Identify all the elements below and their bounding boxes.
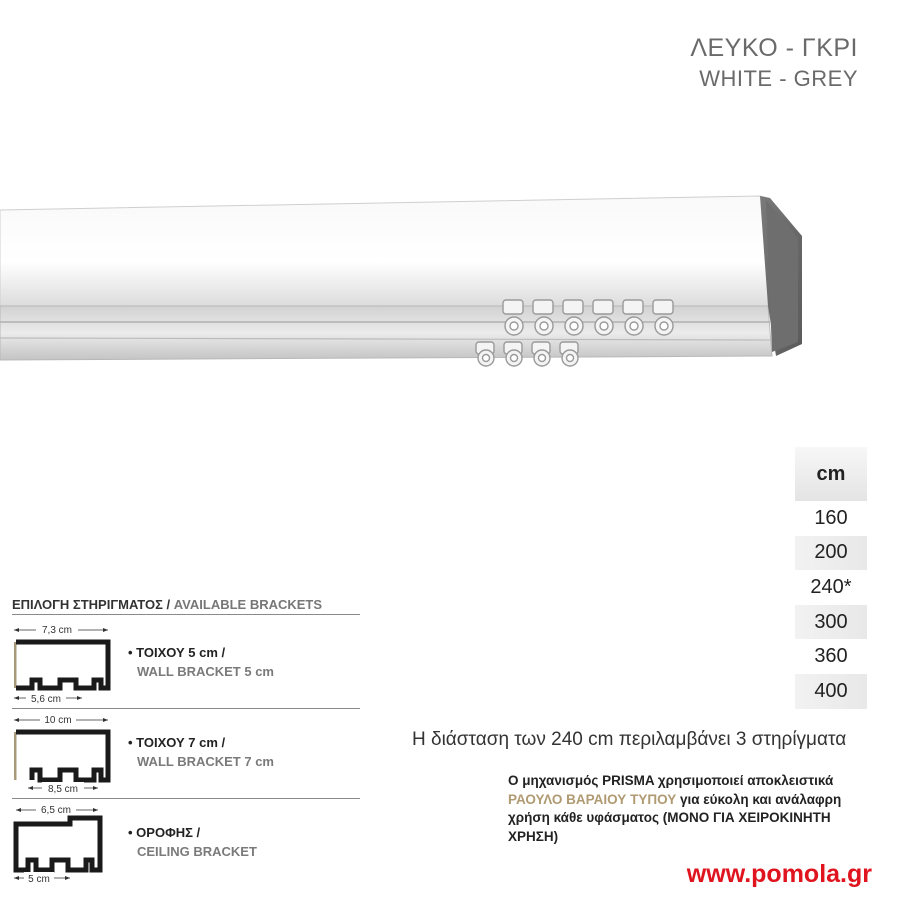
- brackets-title-english: AVAILABLE BRACKETS: [173, 597, 323, 612]
- divider: [12, 614, 360, 615]
- website-link[interactable]: www.pomola.gr: [686, 860, 872, 888]
- color-title-greek: ΛΕΥΚΟ - ΓΚΡΙ: [690, 34, 858, 62]
- wall-bracket-7cm-diagram: [10, 710, 120, 798]
- brackets-title-greek: ΕΠΙΛΟΓΗ ΣΤΗΡΙΓΜΑΤΟΣ /: [12, 597, 174, 612]
- bracket-label-ceiling: [128, 824, 257, 862]
- size-row: 400: [795, 674, 867, 709]
- dim-bottom: 5 cm: [28, 874, 50, 885]
- size-unit-header: cm: [795, 447, 867, 501]
- size-row: 360: [814, 645, 848, 668]
- bracket-label-wall-5cm: [128, 644, 274, 682]
- prisma-description: [508, 772, 878, 847]
- dim-top: 7,3 cm: [41, 625, 73, 636]
- dim-top: 10 cm: [44, 715, 72, 726]
- bracket-label-greek: • ΤΟΙΧΟΥ 5 cm /: [128, 645, 226, 660]
- curtain-rail-image: [0, 170, 900, 430]
- bracket-label-greek: • ΟΡΟΦΗΣ /: [128, 825, 201, 840]
- dim-top: 6,5 cm: [40, 805, 72, 816]
- bracket-label-english: WALL BRACKET 7 cm: [137, 753, 274, 769]
- divider: [12, 708, 360, 709]
- color-title-english: WHITE - GREY: [699, 66, 858, 91]
- size-table: [795, 447, 867, 709]
- prisma-text-1: Ο μηχανισμός PRISMA χρησιμοποιεί αποκλειστικά: [508, 773, 834, 788]
- bracket-label-greek: • ΤΟΙΧΟΥ 7 cm /: [128, 735, 226, 750]
- prisma-highlight: ΡΑΟΥΛΟ ΒΑΡΑΙΟΥ ΤΥΠΟΥ: [508, 791, 677, 807]
- dim-bottom: 8,5 cm: [47, 784, 79, 795]
- bracket-label-wall-7cm: [128, 734, 274, 772]
- size-row: 300: [795, 605, 867, 640]
- divider: [12, 798, 360, 799]
- dim-bottom: 5,6 cm: [30, 694, 62, 705]
- ceiling-bracket-diagram: [10, 800, 120, 888]
- note-240-brackets: Η διάσταση των 240 cm περιλαμβάνει 3 στηρίγματα: [412, 729, 847, 750]
- size-row: 240*: [810, 575, 852, 598]
- size-row: 200: [795, 536, 867, 571]
- bracket-label-english: CEILING BRACKET: [137, 843, 257, 859]
- wall-bracket-5cm-diagram: [10, 620, 120, 708]
- bracket-label-english: WALL BRACKET 5 cm: [137, 663, 274, 679]
- size-row: 160: [814, 506, 848, 529]
- prisma-text-2: για εύκολη και ανάλαφρη χρήση κάθε υφάσματος (ΜΟΝΟ ΓΙΑ ΧΕΙΡΟΚΙΝΗΤΗ ΧΡΗΣΗ): [508, 791, 842, 844]
- brackets-title: [12, 597, 322, 612]
